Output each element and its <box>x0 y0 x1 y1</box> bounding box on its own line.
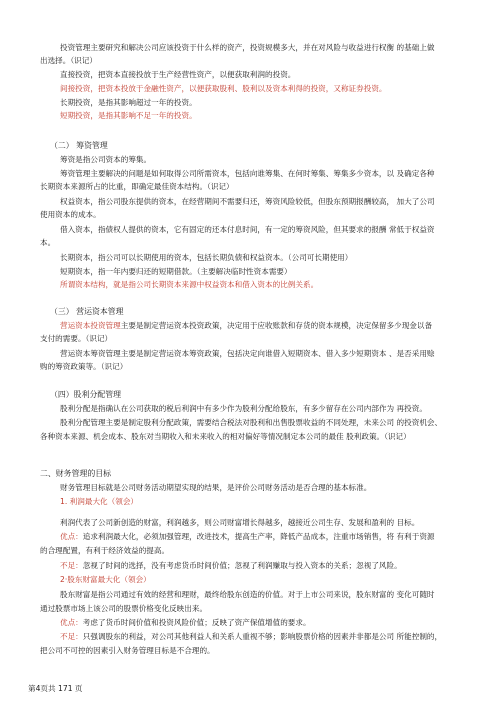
text-run: 主要是制定营运资本投资政策，决定用于应收账款和存货的资本规模，决定保留多少现金以备 <box>120 321 433 330</box>
paragraph-line <box>40 361 127 373</box>
paragraph-line <box>60 560 402 572</box>
highlighted-text: 优点： <box>60 532 83 541</box>
paragraph-line <box>60 403 427 415</box>
text-run: 股东财富是指公司通过有效的经营和理财，最终给股东创造的价值。对于上市公司来说，股东财富的 变化可随时 <box>60 590 435 599</box>
text-run: 二、财务管理的目标 <box>40 469 112 478</box>
paragraph-line <box>60 154 151 166</box>
highlighted-text: 营运资本投资管理 <box>60 321 121 330</box>
paragraph-line <box>60 496 138 508</box>
paragraph-line <box>60 320 432 332</box>
section-heading <box>40 468 111 480</box>
paragraph-line <box>60 110 197 122</box>
paragraph-line <box>40 237 55 249</box>
text-run: 股利分配管理主要是制定股利分配政策，需要结合税法对股利和出售股票收益的不同处理，未来公司 的投资机会、 <box>60 418 443 427</box>
text-run: （三） 营运资本管理 <box>50 307 124 316</box>
highlighted-text: 1. 利润最大化（领会） <box>60 497 139 506</box>
text-run: 本。 <box>40 238 56 247</box>
paragraph-line <box>60 531 435 543</box>
paragraph-line <box>60 517 419 529</box>
text-run: 筹资是指公司资本的筹集。 <box>60 155 152 164</box>
paragraph-line <box>40 55 97 67</box>
text-run: 追求利润最大化，必须加强管理，改进技术，提高生产率，降低产品成本，注重市场销售，将 有利于资源 <box>82 532 435 541</box>
paragraph-line <box>40 603 207 615</box>
paragraph-line <box>60 97 197 109</box>
paragraph-line <box>40 645 215 657</box>
paragraph-line <box>40 431 411 443</box>
section-heading <box>50 140 108 152</box>
paragraph-line <box>40 181 234 193</box>
page-footer: 第4页共 171 页 <box>28 684 83 693</box>
paragraph-line <box>60 196 435 208</box>
highlighted-text: 所谓资本结构，就是指公司长期资本来源中权益资本和借入资本的比例关系。 <box>60 280 319 289</box>
text-run: 只强调股东的利益，对公司其他利益人和关系人重视不够；影响股票价格的因素并非都是公司 所能控制的， <box>82 632 443 641</box>
text-run: 筹资管理主要解决的问题是如何取得公司所需资本，包括向谁筹集、在何时筹集、筹集多少资本，以 及确定各种 <box>60 169 435 178</box>
text-run: 出选择。（识记） <box>40 56 97 65</box>
paragraph-line <box>40 545 169 557</box>
text-run: 投资管理主要研究和解决公司应该投资于什么样的资产，投资规模多大，并在对风险与收益进行权衡 的基础上做 <box>60 43 435 52</box>
text-run: 通过股票市场上该公司的股票价格变化反映出来。 <box>40 604 208 613</box>
highlighted-text: 不足： <box>60 561 83 570</box>
text-run: 营运资本筹资管理主要是制定营运资本筹资政策，包括决定向谁借入短期资本、借入多少短期资本 、是否采用赊 <box>60 349 435 358</box>
paragraph-line <box>60 266 292 278</box>
paragraph-line <box>40 333 112 345</box>
paragraph-line <box>60 348 435 360</box>
text-run: 长期投资，是指其影响超过一年的投资。 <box>60 98 197 107</box>
section-heading <box>50 389 121 401</box>
text-run: 财务管理目标就是公司财务活动期望实现的结果，是评价公司财务活动是否合理的基本标准。 <box>60 483 372 492</box>
text-run: 购的筹资政策等。（识记） <box>40 362 128 371</box>
text-run: 长期资本来源所占的比重，即确定最佳资本结构。（识记） <box>40 182 234 191</box>
paragraph-line <box>60 574 151 586</box>
text-run: 短期资本，指一年内要归还的短期借款。（主要解决临时性资本需要） <box>60 267 292 276</box>
highlighted-text: 2·股东财富最大化（领会） <box>60 575 151 584</box>
text-run: （二） 筹资管理 <box>50 141 108 150</box>
paragraph-line <box>60 417 442 429</box>
text-run: 支付的需要。（识记） <box>40 334 113 343</box>
highlighted-text: 不足： <box>60 632 83 641</box>
text-run: 借入资本，指债权人提供的资本，它有固定的还本付息时间，有一定的筹资风险，但其要求的报酬 常低于权益资 <box>60 225 435 234</box>
text-run: 忽视了时间的选择，没有考虑货币时间价值；忽视了利润赚取与投入资本的关系；忽视了风险。 <box>82 561 402 570</box>
paragraph-line <box>60 252 352 264</box>
text-run: （四）股利分配管理 <box>50 390 122 399</box>
text-run: 权益资本，指公司股东提供的资本，在经营期间不需要归还，筹资风险较低，但股东预期报酬较高， 加大了公司 <box>60 197 435 206</box>
paragraph-line <box>60 168 435 180</box>
text-run: 直接投资，把资本直接投放于生产经营性资产，以便获取利润的投资。 <box>60 70 296 79</box>
section-heading <box>50 306 124 318</box>
text-run: 把公司不可控的因素引入财务管理目标是不合理的。 <box>40 646 215 655</box>
paragraph-line <box>60 224 435 236</box>
paragraph-line <box>60 83 387 95</box>
paragraph-line <box>60 279 318 291</box>
text-run: 的合理配置，有利于经济效益的提高。 <box>40 546 170 555</box>
highlighted-text: 间接投资，把资本投放于金融性资产，以便获取股利、股利以及资本利得的投资，又称证券投资。 <box>60 84 387 93</box>
paragraph-line <box>60 631 442 643</box>
text-run: 股利分配是指确认在公司获取的税后利润中有多少作为股利分配给股东，有多少留存在公司内部作为 再投资。 <box>60 404 427 413</box>
paragraph-line <box>40 209 101 221</box>
paragraph-line <box>60 482 371 494</box>
paragraph-line <box>60 589 435 601</box>
paragraph-line <box>60 42 435 54</box>
highlighted-text: 短期投资，是指其影响不足一年的投资。 <box>60 111 197 120</box>
text-run: 利润代表了公司新创造的财富，利润越多，则公司财富增长得越多，越接近公司生存、发展和盈利的 目标。 <box>60 518 420 527</box>
text-run: 长期资本，指公司可以长期使用的资本，包括长期负债和权益资本。（公司可长期使用） <box>60 253 353 262</box>
text-run: 各种资本来源、机会成本、股东对当期收入和未来收入的相对偏好等情况制定本公司的最佳 股利政策。（识记） <box>40 432 411 441</box>
text-run: 考虑了货币时间价值和投资风险价值；反映了资产保值增值的要求。 <box>82 618 311 627</box>
paragraph-line <box>60 69 295 81</box>
highlighted-text: 优点： <box>60 618 83 627</box>
text-run: 使用资本的成本。 <box>40 210 101 219</box>
paragraph-line <box>60 617 311 629</box>
